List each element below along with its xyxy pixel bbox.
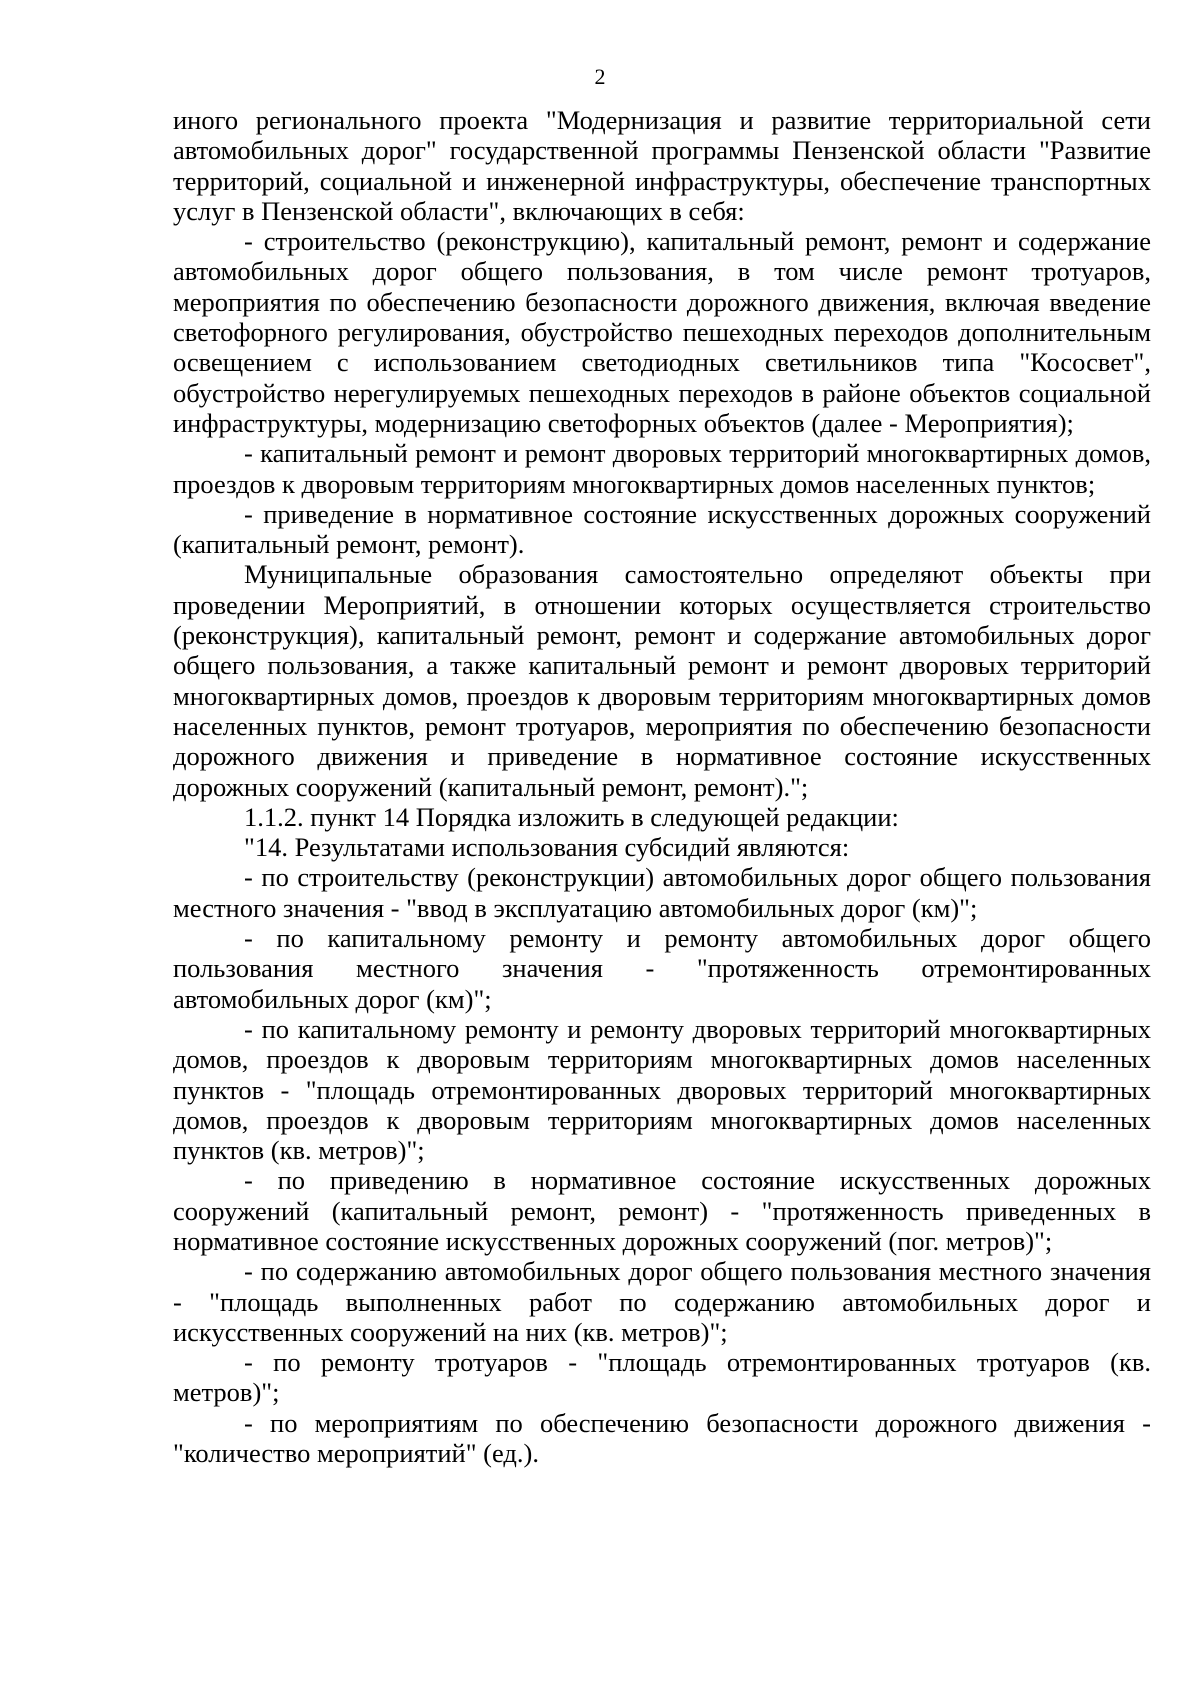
paragraph-list-item: - по строительству (реконструкции) автомобильных дорог общего пользования местного значения - "ввод в эксплуатацию автомобильных дорог (км)"; [173,862,1151,923]
paragraph-list-item: - по мероприятиям по обеспечению безопасности дорожного движения - "количество мероприятий" (ед.). [173,1407,1151,1469]
paragraph-continuation: иного регионального проекта "Модернизация и развитие территориальной сети автомобильных дорог" государственной программы Пензенской области "Развитие территорий, социальной и инженерной инфраструктуры, обеспечение транспортных услуг в Пензенской области", включающих в себя: [173,105,1151,226]
paragraph-list-item: - по содержанию автомобильных дорог общего пользования местного значения - "площадь выполненных работ по содержанию автомобильных дорог и искусственных сооружений на них (кв. метров)"; [173,1256,1151,1347]
paragraph-list-item: - по капитальному ремонту и ремонту автомобильных дорог общего пользования местного значения - "протяженность отремонтированных автомобильных дорог (км)"; [173,923,1151,1014]
paragraph-list-item: - капитальный ремонт и ремонт дворовых территорий многоквартирных домов, проездов к дворовым территориям многоквартирных домов населенных пунктов; [173,438,1151,499]
paragraph-list-item: - по капитальному ремонту и ремонту дворовых территорий многоквартирных домов, проездов к дворовым территориям многоквартирных домов населенных пунктов - "площадь отремонтированных дворовых территорий многоквартирных домов, проездов к дворовым территориям многоквартирных домов населенных пунктов (кв. метров)"; [173,1013,1151,1166]
paragraph-list-item: - по ремонту тротуаров - "площадь отремонтированных тротуаров (кв. метров)"; [173,1347,1151,1408]
paragraph-list-item: - строительство (реконструкцию), капитальный ремонт, ремонт и содержание автомобильных дорог общего пользования, в том числе ремонт тротуаров, мероприятия по обеспечению безопасности дорожного движения, включая введение светофорного регулирования, обустройство пешеходных переходов дополнительным освещением с использованием светодиодных светильников типа "Кососвет", обустройство нерегулируемых пешеходных переходов в районе объектов социальной инфраструктуры, модернизацию светофорных объектов (далее - Мероприятия); [173,226,1151,438]
paragraph-list-item: - приведение в нормативное состояние искусственных дорожных сооружений (капитальный ремонт, ремонт). [173,498,1151,560]
page-number: 2 [594,64,606,89]
paragraph: Муниципальные образования самостоятельно определяют объекты при проведении Мероприятий, в отношении которых осуществляется строительство (реконструкция), капитальный ремонт, ремонт и содержание автомобильных дорог общего пользования, а также капитальный ремонт и ремонт дворовых территорий многоквартирных домов, проездов к дворовым территориям многоквартирных домов населенных пунктов, ремонт тротуаров, мероприятия по обеспечению безопасности дорожного движения и приведение в нормативное состояние искусственных дорожных сооружений (капитальный ремонт, ремонт)."; [173,559,1151,802]
paragraph-clause-heading: "14. Результатами использования субсидий являются: [244,832,850,863]
paragraph-list-item: - по приведению в нормативное состояние искусственных дорожных сооружений (капитальный ремонт, ремонт) - "протяженность приведенных в нормативное состояние искусственных дорожных сооружений (пог. метров)"; [173,1165,1151,1256]
document-body [173,105,1151,1468]
paragraph-clause: 1.1.2. пункт 14 Порядка изложить в следующей редакции: [244,801,899,832]
